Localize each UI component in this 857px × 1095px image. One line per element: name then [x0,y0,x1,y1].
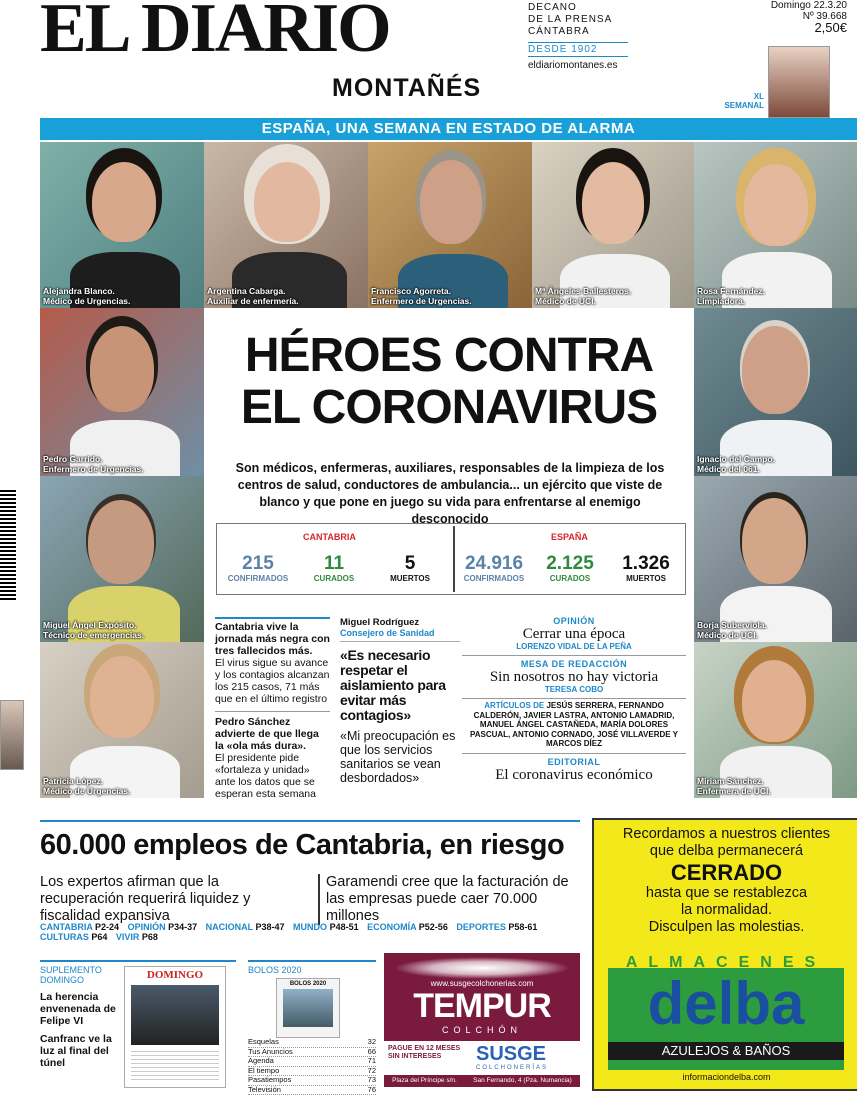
hero-photo [694,308,857,476]
supplement-cover-title: DOMINGO [125,969,225,981]
xl-semanal-label: XL SEMANAL [720,92,764,110]
section-label: OPINIÓN [462,616,686,626]
stats-divider [453,526,455,592]
notice-line: Recordamos a nuestros clientes [594,826,857,843]
hero-photo [694,642,857,798]
divider [40,820,580,822]
barcode [0,490,16,602]
articles-names: JESÚS SERRERA, FERNANDO CALDERÓN, JAVIER LASTRA, ANTONIO LAMADRID, MANUEL ÁNGEL CASTAÑEDA, MARÍA DOLORES PASCUAL, ANTONIO CORNADO, JOSÉ VILLAVERDE Y MARCOS DÍEZ [470,701,678,748]
news-title: Cantabria vive la jornada más negra con tres fallecidos más. [215,621,330,657]
section-label: EDITORIAL [462,757,686,767]
index-pages: P48-51 [330,922,359,932]
stats-region-label: ESPAÑA [551,532,588,542]
thumbnail-edge [0,700,24,770]
news-body: El presidente pide «fortaleza y unidad» ante los datos que se esperan esta semana [215,752,316,800]
ad-payment: PAGUE EN 12 MESES SIN INTERESES [388,1045,470,1061]
bolos-label: BOLOS 2020 [248,965,376,975]
notice-line: Disculpen las molestias. [594,919,857,936]
hero-photo [40,642,204,798]
opinion-title[interactable]: Sin nosotros no hay victoria [462,669,686,685]
articles-authors [462,701,686,749]
headline-dek: Son médicos, enfermeras, auxiliares, responsables de la limpieza de los centros de salud, conductores de ambulancia... un ejército que viste de blanco y que pone en juego su vida para enfrentarse al enemigo desconocido [222,460,678,528]
hero-caption: Miriam Sánchez. Enfermera de UCI. [697,776,771,796]
hero-caption: Pedro Garrido. Enfermero de Urgencias. [43,454,144,474]
bolos-cover-photo [283,989,333,1027]
hero-caption: Borja Subervíola. Médico de UCI. [697,620,767,640]
hero-caption: Miguel Ángel Expósito. Técnico de emergencias. [43,620,144,640]
editorial-title[interactable]: El coronavirus económico [462,767,686,783]
news-title: Pedro Sánchez advierte de que llega la «ola más dura». [215,716,330,752]
hero-photo [40,476,204,642]
xl-semanal-cover-thumbnail[interactable] [768,46,830,118]
main-headline[interactable] [206,330,692,434]
index-pages: P34-37 [168,922,197,932]
hero-photo [532,142,694,308]
stat-cell: 5 MUERTOS [373,554,447,584]
supplement-text [40,965,116,1069]
delba-store-label: ALMACENES [608,954,844,972]
supplement-item[interactable]: La herencia envenenada de Felipe VI [40,991,116,1027]
lower-subhead: Los expertos afirman que la recuperación requerirá liquidez y fiscalidad expansiva [40,874,305,925]
opinion-byline: TERESA COBO [462,685,686,694]
mattress-graphic [394,957,570,979]
tagline-line: CÁNTABRA [528,26,612,38]
issue-date: Domingo 22.3.20 [771,0,847,11]
section-banner: ESPAÑA, UNA SEMANA EN ESTADO DE ALARMA [40,118,857,140]
news-column [215,617,330,800]
masthead-subtitle: MONTAÑÉS [332,74,481,103]
hero-caption: Rosa Fernández. Limpiadora. [697,286,765,306]
divider [462,655,686,656]
hero-caption: Ignacio del Campo. Médico del 061. [697,454,775,474]
interview-role: Consejero de Sanidad [340,628,460,642]
supplement-label: SUPLEMENTO DOMINGO [40,965,116,985]
delba-notice [594,826,857,936]
toc-row[interactable]: El tiempo 72 [248,1067,376,1077]
delba-advertisement[interactable] [592,818,857,1091]
index-section[interactable]: DEPORTES [456,922,506,932]
masthead-since: DESDE 1902 [528,42,628,57]
ad-url[interactable]: www.susgecolchonerias.com [384,979,580,988]
section-index [40,922,580,942]
masthead-url[interactable]: eldiariomontanes.es [528,60,618,71]
articles-label: ARTÍCULOS DE [484,701,544,710]
index-pages: P52-56 [419,922,448,932]
hero-photo [694,476,857,642]
hero-photo [40,308,204,476]
divider [462,698,686,699]
index-section[interactable]: OPINIÓN [128,922,166,932]
hero-photo [368,142,532,308]
ad-footer [384,1041,580,1075]
stat-cell: 24.916 CONFIRMADOS [457,554,531,584]
hero-caption: Argentina Cabarga. Auxiliar de enfermería. [207,286,299,306]
index-pages: P64 [91,932,107,942]
supplement-cover[interactable] [124,966,226,1088]
delba-tagline: AZULEJOS & BAÑOS [608,1042,844,1060]
index-section[interactable]: MUNDO [293,922,327,932]
ad-brand-sub: COLCHÓN [384,1025,580,1035]
ad-store-sub: COLCHONERÍAS [476,1065,548,1071]
divider [462,753,686,754]
toc-row[interactable]: Pasatiempos 73 [248,1076,376,1086]
stat-cell: 215 CONFIRMADOS [221,554,295,584]
bolos-box [248,960,376,1089]
ad-addresses [384,1075,580,1087]
supplement-cover-photo [131,985,219,1045]
index-section[interactable]: CULTURAS [40,932,89,942]
stats-region-label: CANTABRIA [303,532,356,542]
headline-line: HÉROES CONTRA [206,330,692,382]
hero-caption: Francisco Agorreta. Enfermero de Urgencias. [371,286,472,306]
interview-quote-secondary: «Mi preocupación es que los servicios sanitarios se vean desbordados» [340,729,460,785]
lower-subhead: Garamendi cree que la facturación de las empresas puede caer 70.000 millones [318,874,586,925]
notice-closed: CERRADO [594,864,857,881]
toc-row[interactable]: Televisión 76 [248,1086,376,1095]
news-item[interactable] [215,617,330,705]
news-item[interactable] [215,711,330,800]
ad-address: San Fernando, 4 (Pza. Numancia) [473,1075,572,1087]
hero-caption: Mª Ángeles Ballesteros. Médico de UCI. [535,286,631,306]
notice-line: la normalidad. [594,902,857,919]
tagline-line: DE LA PRENSA [528,14,612,26]
index-section[interactable]: NACIONAL [206,922,253,932]
hero-photo [204,142,368,308]
opinion-title[interactable]: Cerrar una época [462,626,686,642]
index-section[interactable]: VIVIR [116,932,140,942]
opinion-column [462,613,686,783]
hero-photo [40,142,204,308]
supplement-box [40,960,236,1089]
delba-url[interactable]: informaciondelba.com [594,1072,857,1082]
index-pages: P2-24 [95,922,119,932]
news-body: El virus sigue su avance y los contagios alcanzan los 215 casos, 71 más que en el último registro [215,657,329,705]
stat-cell: 2.125 CURADOS [533,554,607,584]
lower-headline[interactable]: 60.000 empleos de Cantabria, en riesgo [40,829,564,862]
index-section[interactable]: CANTABRIA [40,922,93,932]
masthead-tagline [528,2,612,38]
hero-photo [694,142,857,308]
tagline-line: DECANO [528,2,612,14]
supplement-cover-text [131,1051,219,1083]
headline-line: EL CORONAVIRUS [206,382,692,434]
toc-row[interactable]: Agenda 71 [248,1057,376,1067]
opinion-byline: LORENZO VIDAL DE LA PEÑA [462,642,686,651]
index-section[interactable]: ECONOMÍA [367,922,416,932]
ad-address: Plaza del Príncipe s/n. [392,1075,457,1087]
interview-column[interactable] [340,617,460,785]
tempur-advertisement[interactable] [384,953,580,1087]
notice-line: que delba permanecerá [594,843,857,860]
coronavirus-stats [216,523,686,595]
index-pages: P68 [142,932,158,942]
hero-caption: Patricia López. Médico de Urgencias. [43,776,130,796]
ad-brand: TEMPUR [384,987,580,1026]
notice-line: hasta que se restablezca [594,885,857,902]
index-pages: P58-61 [508,922,537,932]
masthead-title: EL DIARIO [40,0,390,64]
toc-row[interactable]: Esquelas 32 [248,1038,376,1048]
hero-caption: Alejandra Blanco. Médico de Urgencias. [43,286,130,306]
section-label: MESA DE REDACCIÓN [462,659,686,669]
date-box [771,0,847,33]
interview-quote: «Es necesario respetar el aislamiento para evitar más contagios» [340,648,460,723]
issue-number: Nº 39.668 [771,11,847,22]
delba-brand: delba [608,972,844,1036]
delba-logo [608,968,844,1070]
bolos-cover-title: BOLOS 2020 [277,981,339,987]
interview-author: Miguel Rodríguez [340,617,460,628]
page-index [248,1038,376,1095]
issue-price: 2,50€ [771,22,847,33]
bolos-cover[interactable] [276,978,340,1038]
supplement-item[interactable]: Canfranc ve la luz al final del túnel [40,1033,116,1069]
ad-store: SUSGE [476,1043,546,1066]
index-pages: P38-47 [256,922,285,932]
stat-cell: 1.326 MUERTOS [609,554,683,584]
toc-row[interactable]: Tus Anuncios 66 [248,1048,376,1058]
stat-cell: 11 CURADOS [297,554,371,584]
